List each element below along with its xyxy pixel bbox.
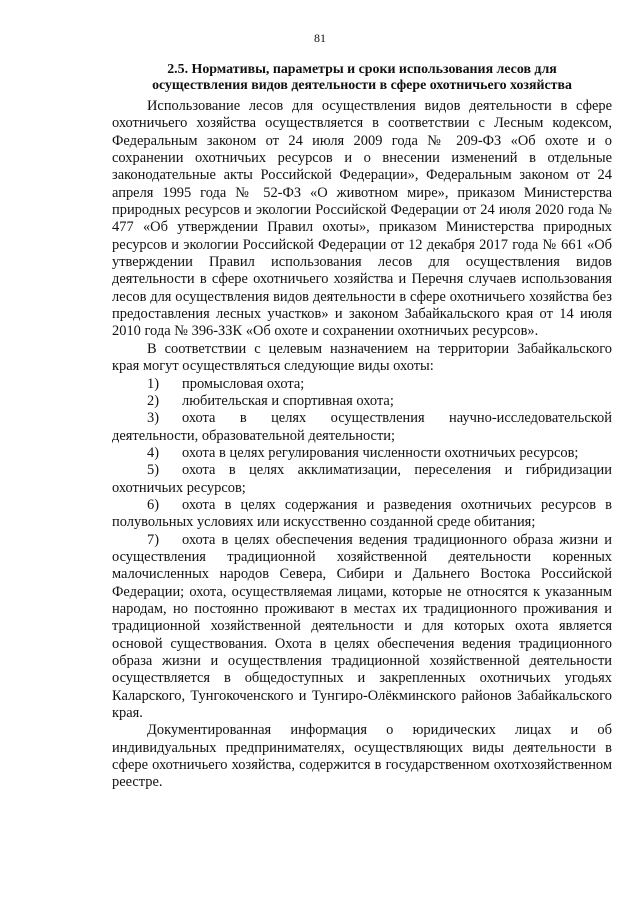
hunting-types-intro-paragraph: В соответствии с целевым назначением на территории Забайкальского края могут осуществляться следующие виды охоты: <box>112 340 612 375</box>
list-item <box>112 393 612 410</box>
list-item <box>112 445 612 462</box>
list-item-number: 5) <box>147 462 160 479</box>
list-item-text: промысловая охота; <box>182 375 305 392</box>
list-item-number: 3) <box>147 410 160 427</box>
hunting-types-list <box>112 376 612 723</box>
intro-paragraph: Использование лесов для осуществления видов деятельности в сфере охотничьего хозяйства осуществляется в соответствии с Лесным кодексом, Федеральным законом от 24 июля 2009 года № 209-ФЗ «Об охоте и о сохранении охотничьих ресурсов и о внесении изменений в отдельные законодательные акты Российской Федерации», Федеральным законом от 24 апреля 1995 года № 52-ФЗ «О животном мире», приказом Министерства природных ресурсов и экологии Российской Федерации от 24 июля 2020 года № 477 «Об утверждении Правил охоты», приказом Министерства природных ресурсов и экологии Российской Федерации от 12 декабря 2017 года № 661 «Об утверждении Правил использования лесов для осуществления видов деятельности в сфере охотничьего хозяйства и Перечня случаев использования лесов для осуществления видов деятельности в сфере охотничьего хозяйства без предоставления лесных участков» и законом Забайкальского края от 14 июля 2010 года № 396-ЗЗК «Об охоте и сохранении охотничьих ресурсов». <box>112 98 612 340</box>
list-item <box>112 462 612 497</box>
list-item-number: 2) <box>147 392 160 409</box>
list-item-number: 6) <box>147 496 160 513</box>
list-item <box>112 410 612 445</box>
list-item-text: охота в целях акклиматизации, переселения и гибридизации охотничьих ресурсов; <box>112 462 612 496</box>
page-number: 81 <box>314 31 326 45</box>
list-item-text: охота в целях содержания и разведения охотничьих ресурсов в полувольных условиях или искусственно созданной среде обитания; <box>112 496 612 531</box>
list-item <box>112 376 612 393</box>
list-item-text: охота в целях регулирования численности охотничьих ресурсов; <box>182 444 579 461</box>
list-item-text: охота в целях обеспечения ведения традиционного образа жизни и осуществления традиционной хозяйственной деятельности коренных малочисленных народов Севера, Сибири и Дальнего Востока Российской Федерации; охота, осуществляемая лицами, которые не относятся к указанным народам, но постоянно проживают в местах их традиционного проживания и традиционной хозяйственной деятельности и для которых охота является основой существования. Охота в целях обеспечения ведения традиционного образа жизни и осуществления традиционной хозяйственной деятельности осуществляется в общедоступных и закрепленных охотничьих угодьях Каларского, Тунгокоченского и Тунгиро-Олёкминского районов Забайкальского края. <box>112 531 612 722</box>
document-body <box>112 62 612 792</box>
list-item <box>112 532 612 723</box>
list-item-text: охота в целях осуществления научно-исследовательской деятельности, образовательной деятельности; <box>112 410 612 444</box>
list-item <box>112 497 612 532</box>
section-heading-line-2: осуществления видов деятельности в сфере охотничьего хозяйства <box>152 78 572 93</box>
list-item-number: 1) <box>147 375 160 392</box>
section-heading-line-1: 2.5. Нормативы, параметры и сроки использования лесов для <box>167 62 557 77</box>
list-item-text: любительская и спортивная охота; <box>182 392 394 409</box>
list-item-number: 4) <box>147 444 160 461</box>
documented-info-paragraph: Документированная информация о юридических лицах и об индивидуальных предпринимателях, осуществляющих виды деятельности в сфере охотничьего хозяйства, содержится в государственном охотхозяйственном реестре. <box>112 722 612 791</box>
list-item-number: 7) <box>147 531 160 548</box>
section-heading <box>112 62 612 94</box>
